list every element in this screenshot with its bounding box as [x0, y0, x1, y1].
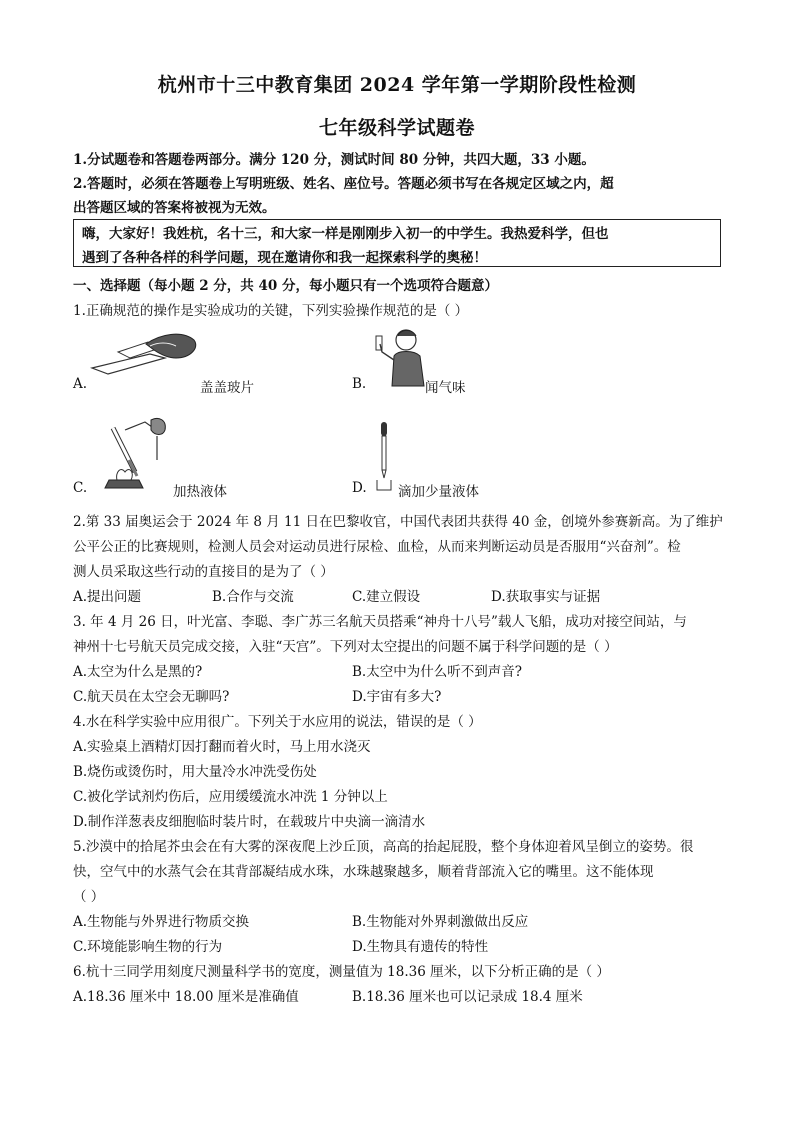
q2-option-a: A.提出问题 — [73, 589, 142, 605]
q5-option-a: A.生物能与外界进行物质交换 — [73, 914, 250, 930]
question-5-line-2: 快，空气中的水蒸气会在其背部凝结成水珠，水珠越聚越多，顺着背部流入它的嘴里。这不能体现 — [73, 864, 654, 880]
question-5-line-1: 5.沙漠中的拾尾芥虫会在有大雾的深夜爬上沙丘顶，高高的抬起屁股，整个身体迎着风呈倒立的姿势。很 — [73, 839, 694, 855]
greeting-line-1: 嗨，大家好！我姓杭，名十三，和大家一样是刚刚步入初一的中学生。我热爱科学，但也 — [82, 226, 609, 242]
question-3-line-2: 神州十七号航天员完成交接，入驻“天宫”。下列对太空提出的问题不属于科学问题的是（ ） — [73, 639, 618, 655]
instruction-1: 1.分试题卷和答题卷两部分。满分 120 分，测试时间 80 分钟，共四大题，33 小题。 — [73, 152, 595, 168]
q3-option-a: A.太空为什么是黑的? — [73, 664, 203, 680]
question-1-stem: 1.正确规范的操作是实验成功的关键，下列实验操作规范的是（ ） — [73, 303, 469, 319]
heating-liquid-illustration — [95, 410, 175, 490]
q1-option-a-letter: A. — [73, 376, 88, 392]
question-3-line-1: 3. 年 4 月 26 日，叶光富、李聪、李广苏三名航天员搭乘“神舟十八号”载人飞船，成功对接空间站，与 — [73, 614, 687, 630]
q1-option-d-text: 滴加少量液体 — [398, 484, 479, 500]
q4-option-a: A.实验桌上酒精灯因打翻而着火时，马上用水浇灭 — [73, 739, 371, 755]
q5-option-d: D.生物具有遗传的特性 — [352, 939, 489, 955]
question-2-line-1: 2.第 33 届奥运会于 2024 年 8 月 11 日在巴黎收官，中国代表团共获得 40 金，创境外参赛新高。为了维护 — [73, 514, 723, 530]
q1-option-c-letter: C. — [73, 480, 88, 496]
q4-option-b: B.烧伤或烫伤时，用大量冷水冲洗受伤处 — [73, 764, 317, 780]
q3-option-c: C.航天员在太空会无聊吗? — [73, 689, 230, 705]
q2-option-b: B.合作与交流 — [212, 589, 294, 605]
q6-option-a: A.18.36 厘米中 18.00 厘米是准确值 — [73, 989, 299, 1005]
question-4-stem: 4.水在科学实验中应用很广。下列关于水应用的说法，错误的是（ ） — [73, 714, 482, 730]
cover-slip-illustration — [90, 328, 200, 378]
q4-option-c: C.被化学试剂灼伤后，应用缓缓流水冲洗 1 分钟以上 — [73, 789, 388, 805]
smelling-illustration — [370, 326, 430, 388]
instruction-2b: 出答题区域的答案将被视为无效。 — [73, 200, 276, 216]
question-2-line-3: 测人员采取这些行动的直接目的是为了（ ） — [73, 564, 334, 580]
q4-option-d: D.制作洋葱表皮细胞临时装片时，在载玻片中央滴一滴清水 — [73, 814, 426, 830]
q1-option-d-letter: D. — [352, 480, 367, 496]
question-2-line-2: 公平公正的比赛规则，检测人员会对运动员进行尿检、血检，从而来判断运动员是否服用“兴奋剂”。检 — [73, 539, 681, 555]
q5-option-c: C.环境能影响生物的行为 — [73, 939, 223, 955]
q1-option-b-text: 闻气味 — [425, 380, 466, 396]
exam-subtitle: 七年级科学试题卷 — [318, 117, 475, 139]
greeting-box — [73, 219, 721, 267]
q6-option-b: B.18.36 厘米也可以记录成 18.4 厘米 — [352, 989, 583, 1005]
greeting-line-2: 遇到了各种各样的科学问题，现在邀请你和我一起探索科学的奥秘！ — [82, 250, 487, 266]
q1-option-b-letter: B. — [352, 376, 367, 392]
q3-option-d: D.宇宙有多大? — [352, 689, 442, 705]
q1-option-c-text: 加热液体 — [173, 484, 227, 500]
q5-option-b: B.生物能对外界刺激做出反应 — [352, 914, 529, 930]
question-6-stem: 6.杭十三同学用刻度尺测量科学书的宽度，测量值为 18.36 厘米，以下分析正确的是（ ） — [73, 964, 610, 980]
q3-option-b: B.太空中为什么听不到声音? — [352, 664, 522, 680]
q2-option-c: C.建立假设 — [352, 589, 421, 605]
q2-option-d: D.获取事实与证据 — [491, 589, 601, 605]
dropper-illustration — [372, 420, 396, 492]
question-5-line-3: （ ） — [73, 889, 105, 905]
instruction-2a: 2.答题时，必须在答题卷上写明班级、姓名、座位号。答题必须书写在各规定区域之内，超 — [73, 176, 614, 192]
q1-option-a-text: 盖盖玻片 — [200, 380, 254, 396]
exam-title: 杭州市十三中教育集团 2024 学年第一学期阶段性检测 — [157, 74, 637, 96]
section-heading: 一、选择题（每小题 2 分，共 40 分，每小题只有一个选项符合题意） — [73, 278, 498, 294]
